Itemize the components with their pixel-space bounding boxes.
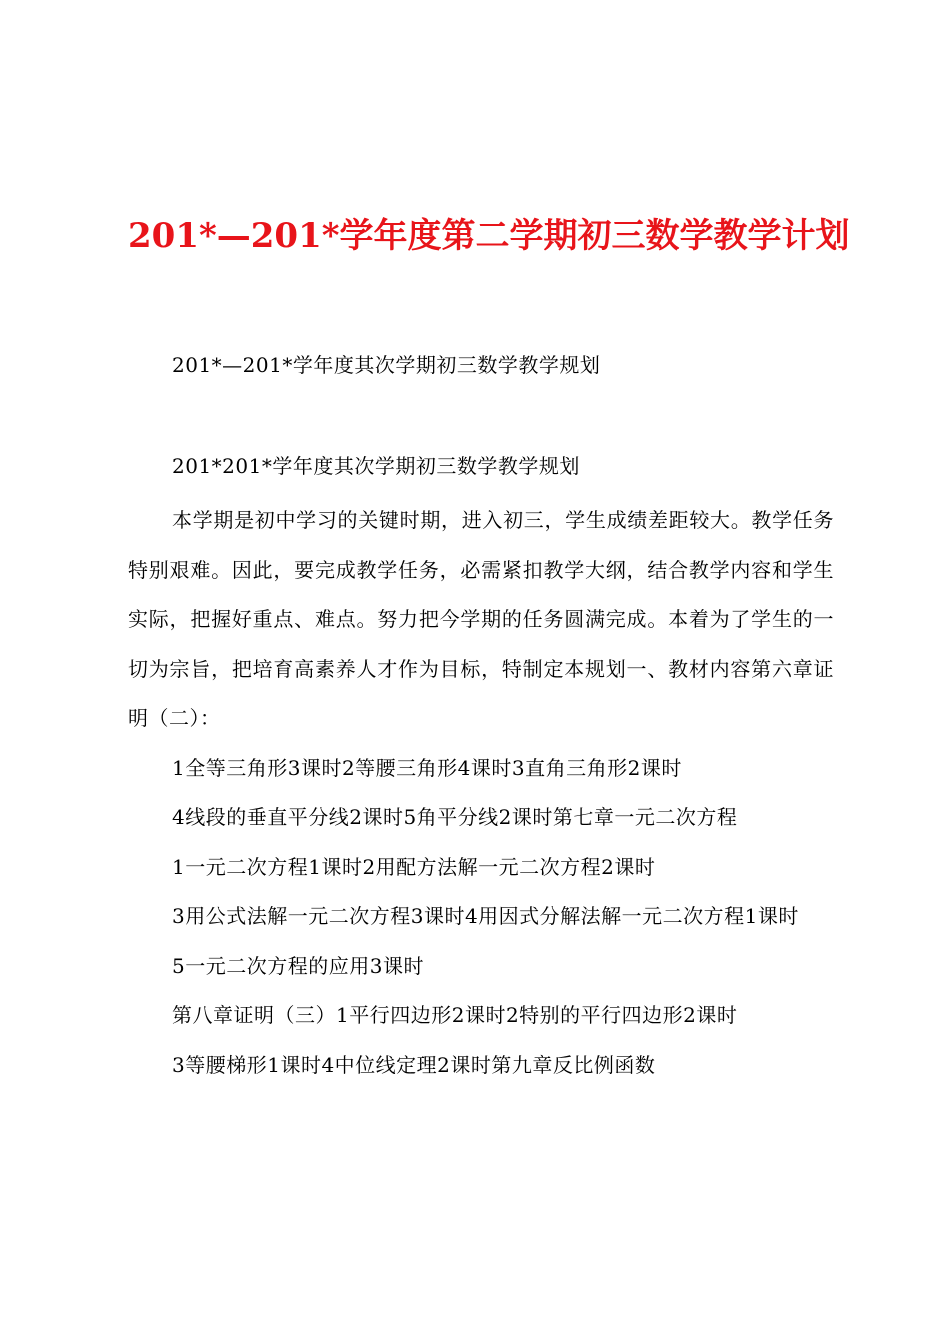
document-title: 201*—201*学年度第二学期初三数学教学计划 [128,216,850,256]
document-body [128,496,834,1090]
chapter-7-line-3: 5一元二次方程的应用3课时 [172,953,424,978]
chapter-6-line-2: 4线段的垂直平分线2课时5角平分线2课时第七章一元二次方程 [172,805,738,829]
chapter-7-line-2: 3用公式法解一元二次方程3课时4用因式分解法解一元二次方程1课时 [172,904,799,928]
intro-paragraph: 本学期是初中学习的关键时期，进入初三，学生成绩差距较大。教学任务特别艰难。因此，要完成教学任务，必需紧扣教学大纲，结合教学内容和学生实际，把握好重点、难点。努力把今学期的任务圆满完成。本着为了学生的一切为宗旨，把培育高素养人才作为目标，特制定本规划一、教材内容第六章证明（二）： [128,508,834,730]
chapter-7-line-1: 1一元二次方程1课时2用配方法解一元二次方程2课时 [172,854,656,879]
chapter-8-line-1: 第八章证明（三）1平行四边形2课时2特别的平行四边形2课时 [172,1003,738,1027]
document-subtitle-secondary: 201*201*学年度其次学期初三数学教学规划 [172,454,580,478]
document-subtitle: 201*—201*学年度其次学期初三数学教学规划 [172,353,601,377]
chapter-8-line-2: 3等腰梯形1课时4中位线定理2课时第九章反比例函数 [172,1052,656,1077]
chapter-6-line-1: 1全等三角形3课时2等腰三角形4课时3直角三角形2课时 [172,755,682,780]
